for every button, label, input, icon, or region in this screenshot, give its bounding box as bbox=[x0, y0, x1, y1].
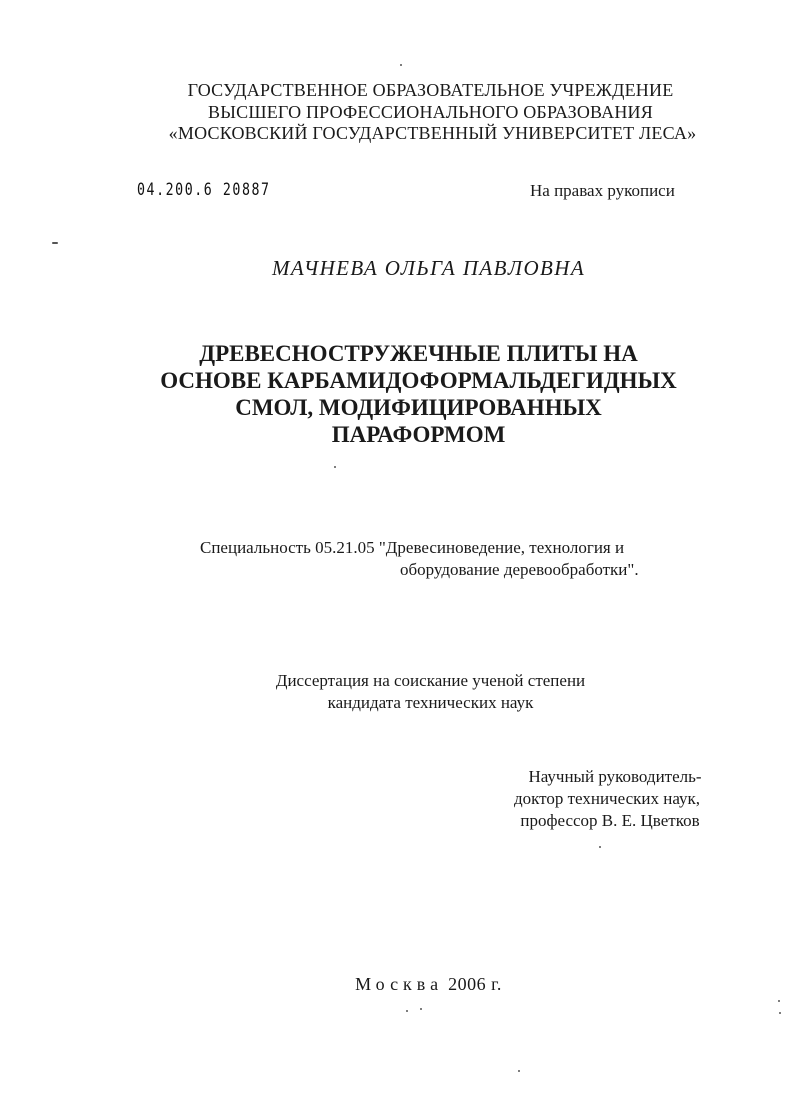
scan-speck bbox=[518, 1070, 520, 1072]
dissertation-title-line-2: ОСНОВЕ КАРБАМИДОФОРМАЛЬДЕГИДНЫХ bbox=[160, 368, 677, 393]
dissertation-title-line-1: ДРЕВЕСНОСТРУЖЕЧНЫЕ ПЛИТЫ НА bbox=[199, 341, 638, 366]
specialty-line-2: оборудование деревообработки". bbox=[400, 560, 639, 579]
institution-line-2: ВЫСШЕГО ПРОФЕССИОНАЛЬНОГО ОБРАЗОВАНИЯ bbox=[208, 102, 653, 122]
degree-line-1: Диссертация на соискание ученой степени bbox=[275, 671, 586, 690]
specialty-line-1: Специальность 05.21.05 "Древесиноведение, технология и bbox=[200, 538, 625, 557]
scan-speck bbox=[52, 242, 58, 244]
year: 2006 г. bbox=[448, 974, 502, 994]
city-name: Москва bbox=[355, 974, 444, 994]
dissertation-title-line-3: СМОЛ, МОДИФИЦИРОВАННЫХ bbox=[235, 395, 602, 420]
degree-line-2: кандидата технических наук bbox=[327, 693, 534, 712]
scan-speck bbox=[778, 1000, 780, 1002]
archive-stamp-number: 04.200.6 20887 bbox=[137, 180, 271, 200]
scan-speck bbox=[400, 64, 402, 66]
supervisor-line-2: доктор технических наук, bbox=[513, 789, 701, 808]
scan-speck bbox=[406, 1010, 408, 1012]
scan-speck bbox=[779, 1012, 781, 1014]
institution-line-3: «МОСКОВСКИЙ ГОСУДАРСТВЕННЫЙ УНИВЕРСИТЕТ ЛЕСА» bbox=[168, 123, 697, 143]
scan-speck bbox=[420, 1008, 422, 1010]
scan-speck bbox=[599, 846, 601, 848]
manuscript-rights-note: На правах рукописи bbox=[530, 181, 675, 200]
city-year bbox=[0, 974, 797, 995]
supervisor-line-3: профессор В. Е. Цветков bbox=[520, 811, 700, 830]
supervisor-line-1: Научный руководитель- bbox=[528, 767, 702, 786]
dissertation-title-line-4: ПАРАФОРМОМ bbox=[331, 422, 506, 447]
institution-line-1: ГОСУДАРСТВЕННОЕ ОБРАЗОВАТЕЛЬНОЕ УЧРЕЖДЕНИЕ bbox=[187, 80, 674, 100]
author-name: МАЧНЕВА ОЛЬГА ПАВЛОВНА bbox=[271, 256, 586, 280]
scan-speck bbox=[334, 466, 336, 468]
